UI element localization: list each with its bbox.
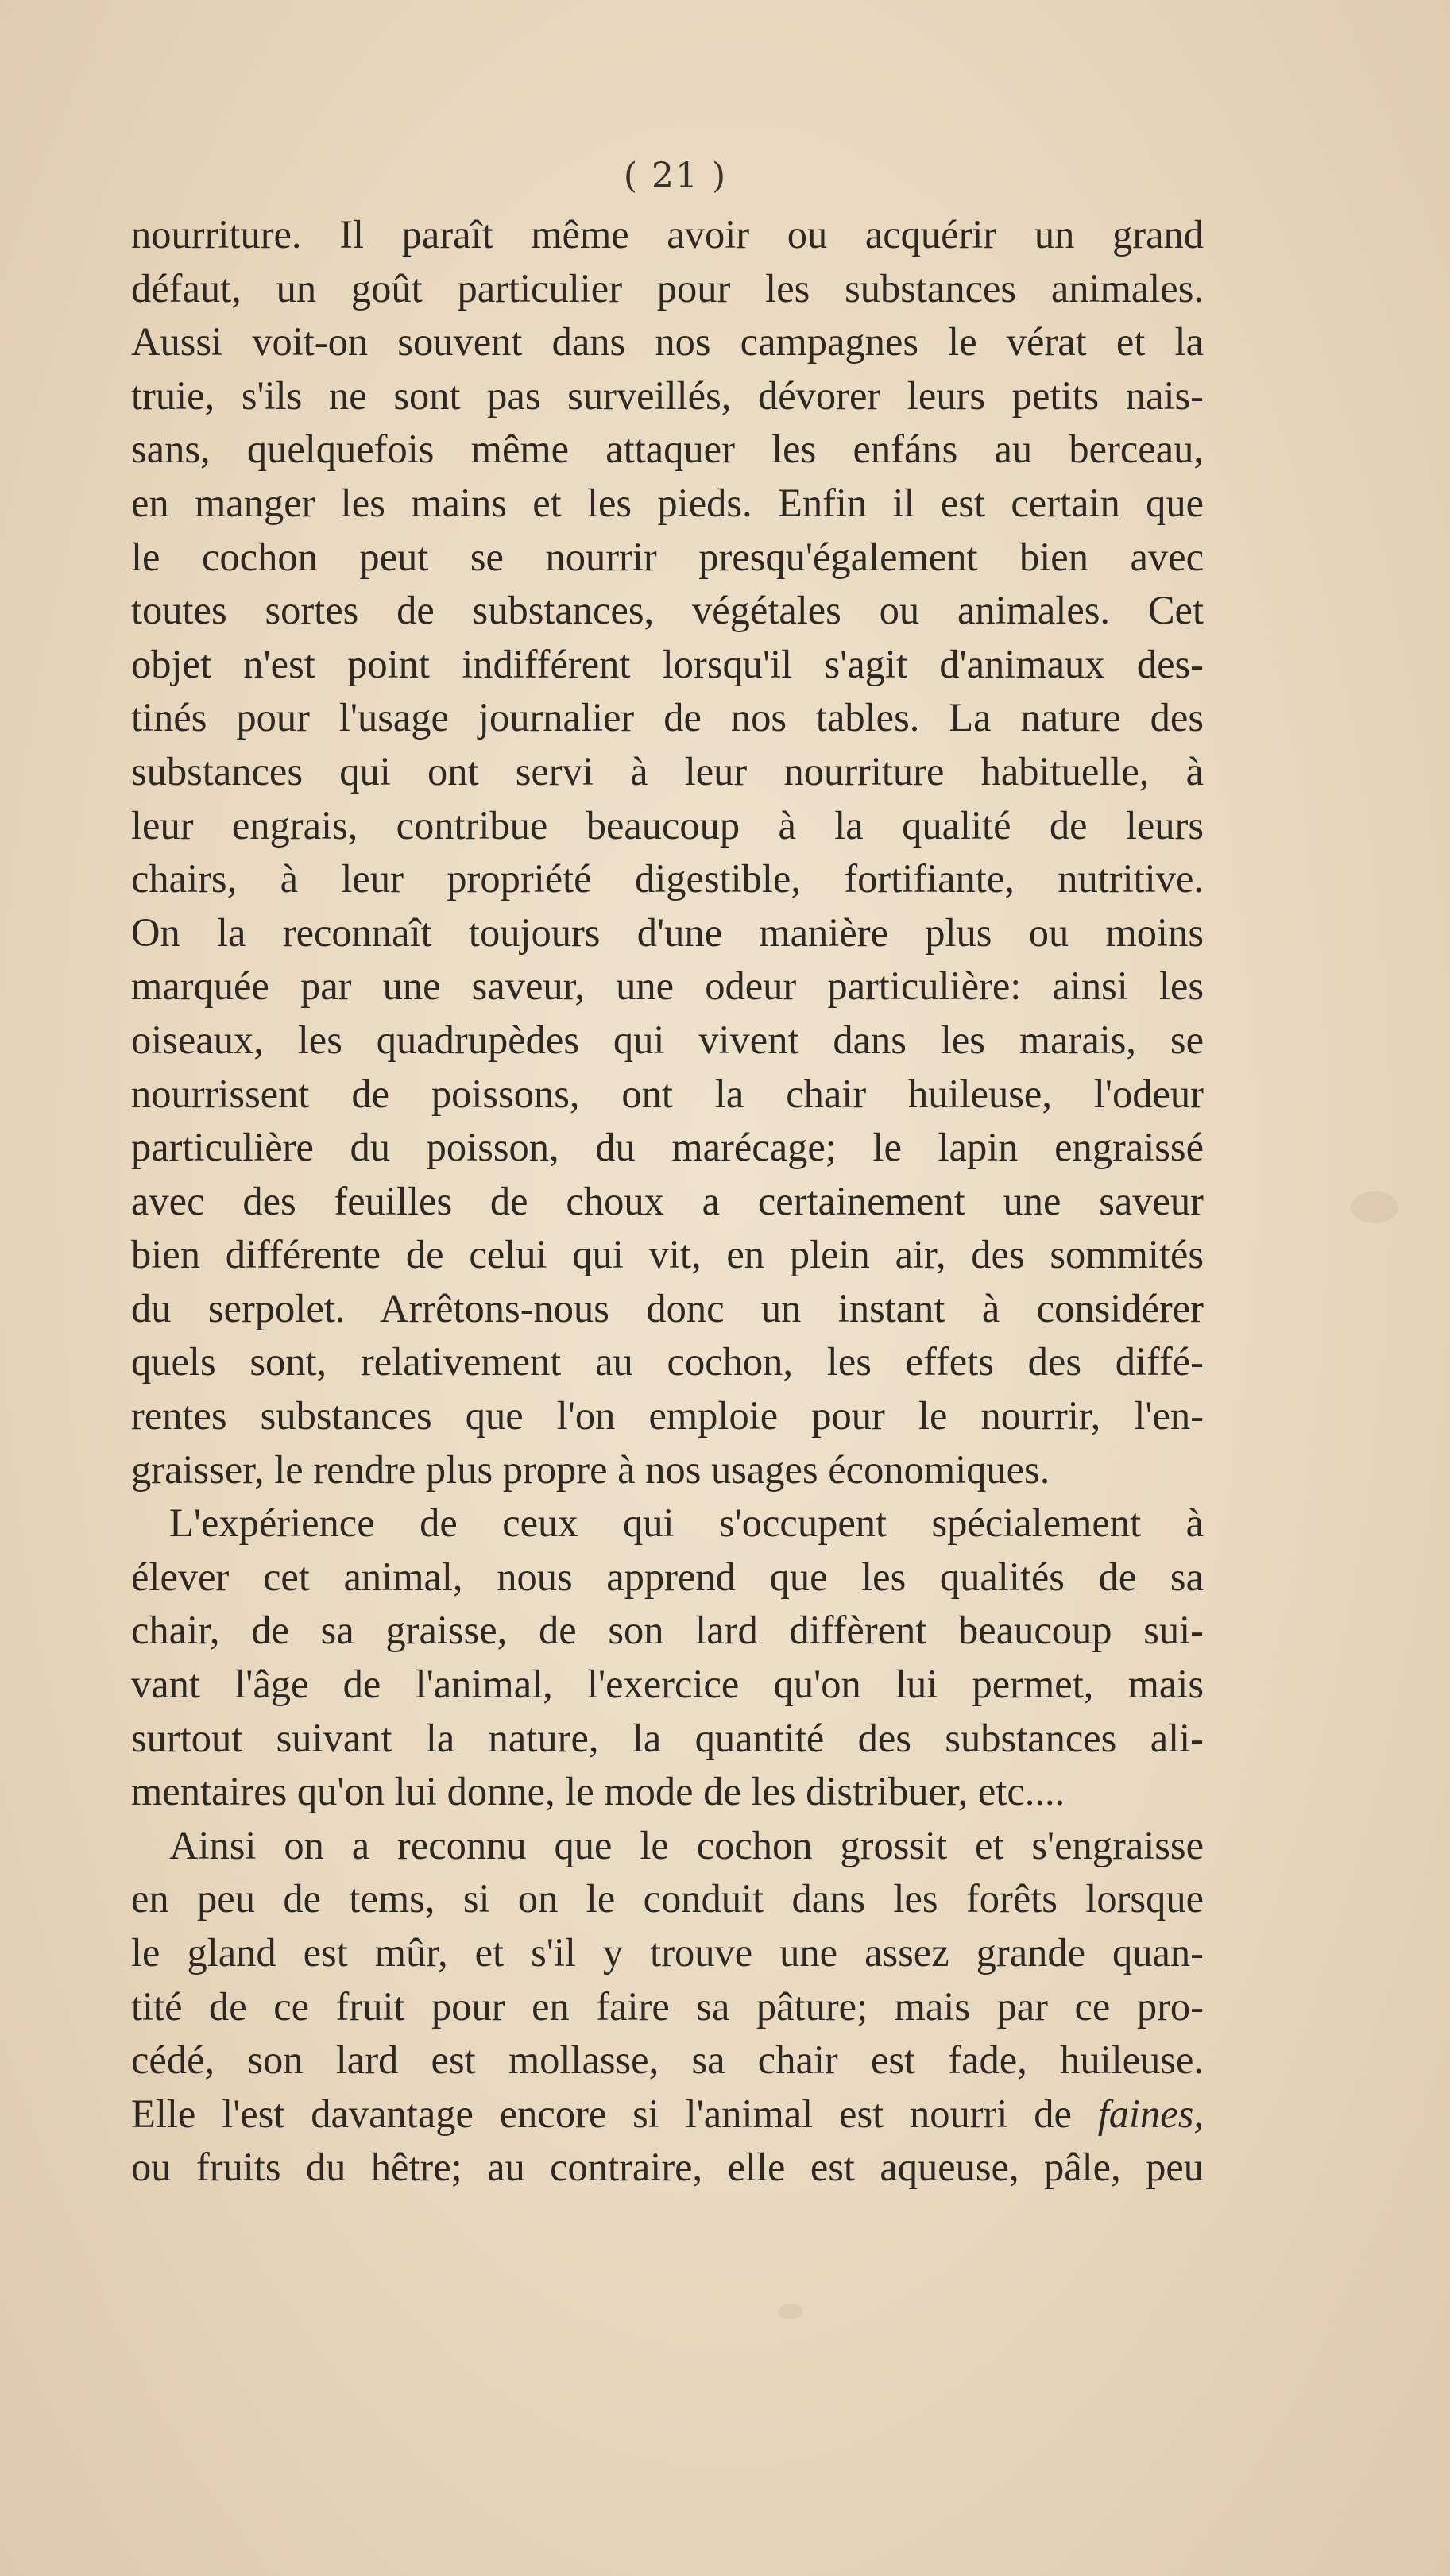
text-line: tinés pour l'usage journalier de nos tables. La nature des [131,695,1204,740]
text-segment: Elle l'est davantage encore si l'animal est nourri de [131,2091,1072,2136]
text-line: en peu de tems, si on le conduit dans les forêts lorsque [131,1876,1204,1921]
text-line: avec des feuilles de choux a certainement une saveur [131,1178,1204,1223]
text-line: nourriture. Il paraît même avoir ou acquérir un grand [131,212,1204,257]
italic-term: faines, [1097,2091,1204,2136]
text-line: cédé, son lard est mollasse, sa chair est fade, huileuse. [131,2037,1204,2083]
text-line: particulière du poisson, du marécage; le lapin engraissé [131,1125,1204,1170]
text-line: mentaires qu'on lui donne, le mode de les distribuer, etc.... [131,1769,1065,1814]
text-line: le gland est mûr, et s'il y trouve une assez grande quan- [131,1930,1204,1975]
text-line: rentes substances que l'on emploie pour le nourrir, l'en- [131,1393,1204,1439]
text-line: leur engrais, contribue beaucoup à la qualité de leurs [131,802,1204,848]
text-line: objet n'est point indifférent lorsqu'il s'agit d'animaux des- [131,641,1204,686]
paper-stain [779,2304,802,2319]
text-line: Ainsi on a reconnu que le cochon grossit et s'engraisse [169,1822,1204,1867]
body-text [131,208,1204,2195]
text-line: toutes sortes de substances, végétales ou animales. Cet [131,588,1204,633]
text-line: Aussi voit-on souvent dans nos campagnes le vérat et la [131,319,1204,365]
text-line: ou fruits du hêtre; au contraire, elle est aqueuse, pâle, peu [131,2145,1204,2190]
text-line: bien différente de celui qui vit, en plein air, des sommités [131,1232,1204,1277]
text-line: élever cet animal, nous apprend que les qualités de sa [131,1554,1204,1599]
text-line: oiseaux, les quadrupèdes qui vivent dans les marais, se [131,1017,1204,1062]
text-line: tité de ce fruit pour en faire sa pâture; mais par ce pro- [131,1983,1204,2029]
text-line: On la reconnaît toujours d'une manière plus ou moins [131,910,1204,955]
text-line: L'expérience de ceux qui s'occupent spécialement à [169,1500,1204,1546]
text-line: défaut, un goût particulier pour les substances animales. [131,265,1204,311]
text-line: sans, quelquefois même attaquer les enfáns au berceau, [131,427,1204,472]
text-line: le cochon peut se nourrir presqu'également bien avec [131,534,1204,579]
text-line: en manger les mains et les pieds. Enfin il est certain que [131,480,1204,525]
text-line: substances qui ont servi à leur nourriture habituelle, à [131,748,1204,794]
text-line: chair, de sa graisse, de son lard diffèrent beaucoup sui- [131,1608,1204,1653]
paper-stain [1351,1191,1398,1223]
text-line: du serpolet. Arrêtons-nous donc un instant à considérer [131,1285,1204,1330]
text-line: marquée par une saveur, une odeur particulière: ainsi les [131,964,1204,1009]
text-line: surtout suivant la nature, la quantité des substances ali- [131,1715,1204,1760]
text-line: truie, s'ils ne sont pas surveillés, dévorer leurs petits nais- [131,373,1204,418]
text-line: quels sont, relativement au cochon, les effets des diffé- [131,1339,1204,1385]
text-line: vant l'âge de l'animal, l'exercice qu'on lui permet, mais [131,1662,1204,1707]
text-line [131,2087,1204,2142]
text-line: graisser, le rendre plus propre à nos usages économiques. [131,1446,1050,1492]
text-line: nourrissent de poissons, ont la chair huileuse, l'odeur [131,1071,1204,1116]
page-number: ( 21 ) [623,156,728,196]
text-line: chairs, à leur propriété digestible, fortifiante, nutritive. [131,856,1204,902]
